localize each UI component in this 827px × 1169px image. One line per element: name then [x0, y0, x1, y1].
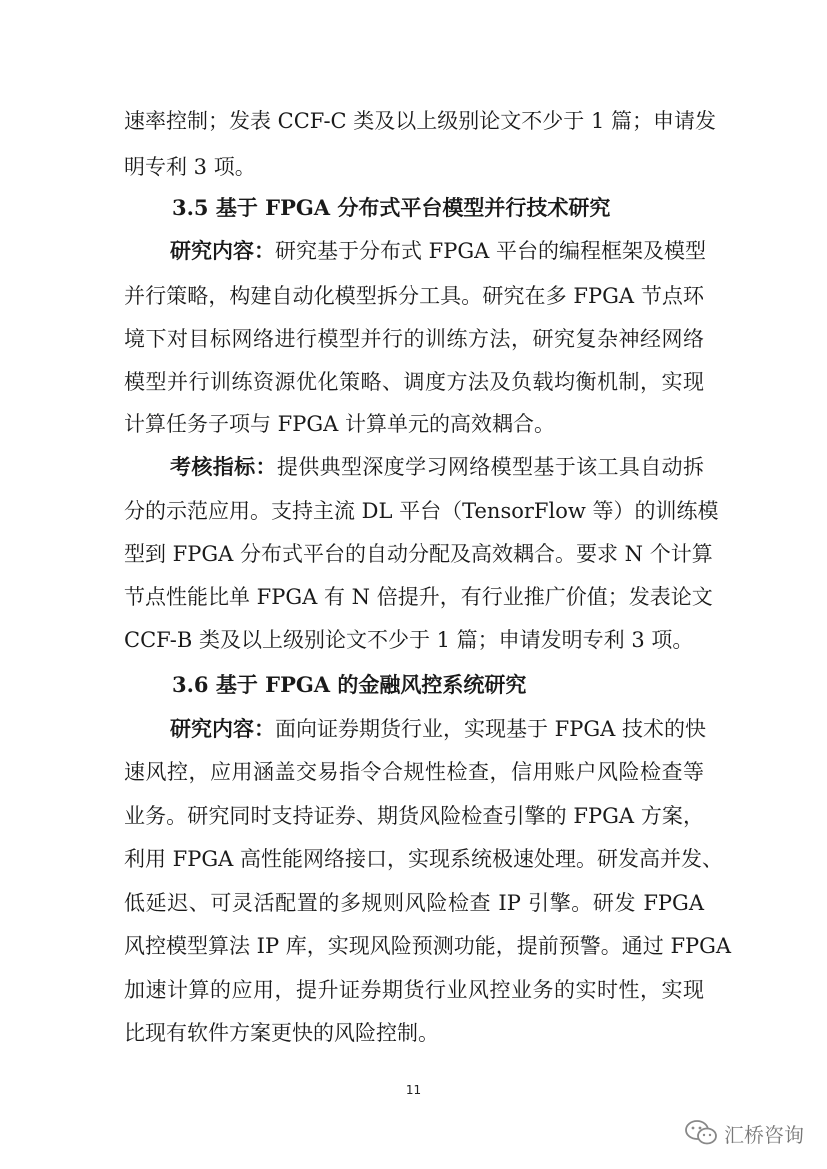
line-text: 加速计算的应用，提升证券期货行业风控业务的实时性，实现 [124, 978, 704, 1002]
line-text: 节点性能比单 FPGA 有 N 倍提升，有行业推广价值；发表论文 [124, 585, 713, 609]
line-text: 面向证券期货行业，实现基于 FPGA 技术的快 [275, 717, 706, 741]
label-text: 研究内容： [170, 716, 275, 741]
line-text: 速率控制；发表 CCF-C 类及以上级别论文不少于 1 篇；申请发 [124, 109, 716, 133]
watermark-text: 汇桥咨询 [724, 1122, 804, 1147]
text-line [124, 409, 704, 439]
line-text: 研究基于分布式 FPGA 平台的编程框架及模型 [275, 239, 706, 263]
line-text: 提供典型深度学习网络模型基于该工具自动拆 [276, 455, 704, 479]
line-text: 速风控，应用涵盖交易指令合规性检查，信用账户风险检查等 [124, 760, 704, 784]
line-text: 模型并行训练资源优化策略、调度方法及负载均衡机制，实现 [124, 370, 704, 394]
line-text: 境下对目标网络进行模型并行的训练方法，研究复杂神经网络 [124, 327, 704, 351]
line-text: 3.5 基于 FPGA 分布式平台模型并行技术研究 [172, 195, 611, 220]
label-text: 考核指标： [170, 454, 277, 479]
line-text: 型到 FPGA 分布式平台的自动分配及高效耦合。要求 N 个计算 [124, 542, 713, 566]
line-text: 3.6 基于 FPGA 的金融风控系统研究 [172, 672, 527, 697]
text-line [124, 582, 713, 612]
text-line [124, 844, 723, 874]
text-line [124, 281, 704, 311]
text-line [124, 975, 704, 1005]
text-line [124, 1018, 704, 1048]
section-heading [172, 670, 732, 700]
text-line [124, 801, 704, 831]
text-line [124, 757, 704, 787]
line-text: 风控模型算法 IP 库，实现风险预测功能，提前预警。通过 FPGA [124, 934, 732, 958]
text-line [124, 152, 704, 182]
text-line [124, 539, 713, 569]
line-text: 计算任务子项与 FPGA 计算单元的高效耦合。 [124, 412, 555, 436]
text-line [124, 496, 719, 526]
text-line [124, 106, 716, 136]
line-text: 利用 FPGA 高性能网络接口，实现系统极速处理。研发高并发、 [124, 847, 723, 871]
line-text: CCF-B 类及以上级别论文不少于 1 篇；申请发明专利 3 项。 [124, 628, 694, 652]
label-text: 研究内容： [170, 238, 275, 263]
text-line [124, 625, 704, 655]
watermark [684, 1118, 804, 1148]
page-number: 11 [405, 1083, 422, 1097]
section-heading [172, 193, 732, 223]
text-line [170, 714, 704, 744]
text-line [124, 888, 704, 918]
text-line [170, 452, 704, 482]
line-text: 业务。研究同时支持证券、期货风险检查引擎的 FPGA 方案， [124, 804, 704, 828]
text-line [170, 236, 704, 266]
line-text: 低延迟、可灵活配置的多规则风险检查 IP 引擎。研发 FPGA [124, 891, 704, 915]
wechat-icon [684, 1118, 718, 1148]
text-line [124, 367, 704, 397]
line-text: 明专利 3 项。 [124, 155, 256, 179]
line-text: 分的示范应用。支持主流 DL 平台（TensorFlow 等）的训练模 [124, 499, 719, 523]
line-text: 比现有软件方案更快的风险控制。 [124, 1021, 439, 1045]
line-text: 并行策略，构建自动化模型拆分工具。研究在多 FPGA 节点环 [124, 284, 704, 308]
text-line [124, 931, 732, 961]
text-line [124, 324, 704, 354]
